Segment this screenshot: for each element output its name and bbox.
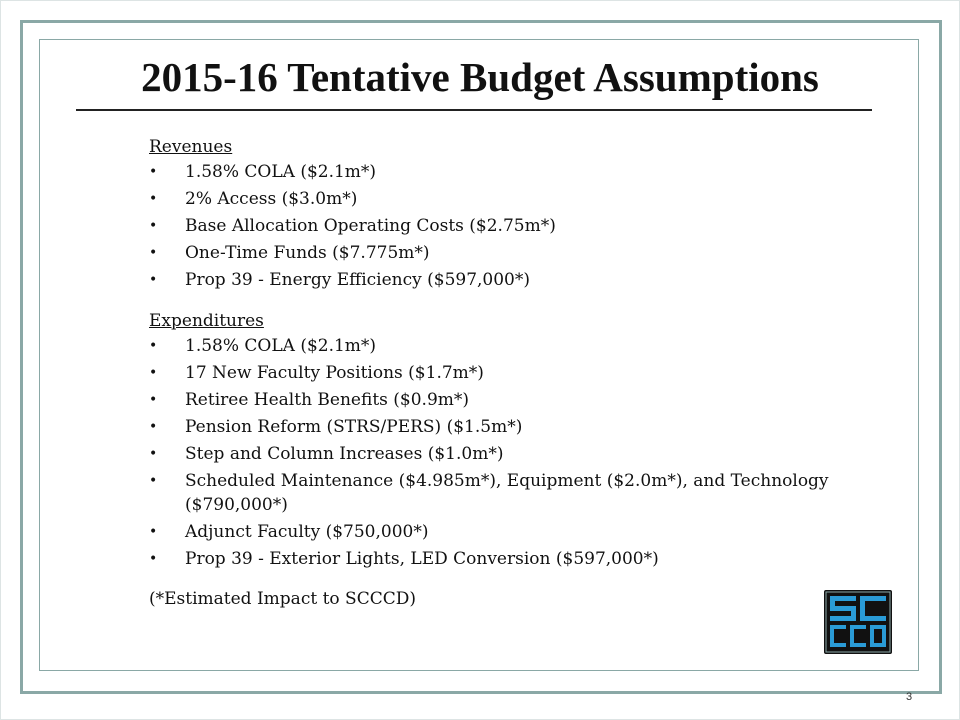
- section-spacer: [149, 295, 829, 308]
- expenditures-list: [149, 334, 829, 571]
- bullet-icon: •: [149, 272, 158, 288]
- slide-title: 2015-16 Tentative Budget Assumptions: [141, 54, 819, 100]
- list-item-text: Prop 39 - Exterior Lights, LED Conversion ($597,000*): [185, 549, 659, 569]
- list-item-text: 17 New Faculty Positions ($1.7m*): [185, 363, 484, 383]
- list-item-text: Scheduled Maintenance ($4.985m*), Equipment ($2.0m*), and Technology ($790,000*): [185, 471, 829, 515]
- bullet-icon: •: [149, 524, 158, 540]
- expenditures-heading: Expenditures: [149, 311, 264, 331]
- list-item-text: Pension Reform (STRS/PERS) ($1.5m*): [185, 417, 523, 437]
- bullet-icon: •: [149, 338, 158, 354]
- list-item-text: Retiree Health Benefits ($0.9m*): [185, 390, 470, 410]
- list-item: [149, 187, 829, 211]
- bullet-icon: •: [149, 164, 158, 180]
- section-spacer: [149, 574, 829, 587]
- bullet-icon: •: [149, 473, 158, 489]
- list-item-text: Adjunct Faculty ($750,000*): [185, 522, 429, 542]
- list-item-text: One-Time Funds ($7.775m*): [185, 243, 430, 263]
- list-item-text: Prop 39 - Energy Efficiency ($597,000*): [185, 270, 531, 290]
- footnote: (*Estimated Impact to SCCCD): [149, 589, 416, 609]
- list-item: [149, 442, 829, 466]
- list-item-text: Base Allocation Operating Costs ($2.75m*): [185, 216, 556, 236]
- page-number: 3: [906, 691, 913, 703]
- slide-content: [149, 134, 829, 611]
- revenues-heading: Revenues: [149, 137, 233, 157]
- list-item: [149, 469, 829, 517]
- list-item-text: 1.58% COLA ($2.1m*): [185, 162, 377, 182]
- list-item: [149, 214, 829, 238]
- title-underline: [76, 109, 872, 111]
- bullet-icon: •: [149, 419, 158, 435]
- list-item: [149, 547, 829, 571]
- bullet-icon: •: [149, 245, 158, 261]
- list-item-text: 2% Access ($3.0m*): [185, 189, 358, 209]
- list-item: [149, 241, 829, 265]
- bullet-icon: •: [149, 446, 158, 462]
- list-item: [149, 160, 829, 184]
- sccd-logo-icon: [824, 590, 892, 654]
- bullet-icon: •: [149, 392, 158, 408]
- list-item: [149, 334, 829, 358]
- bullet-icon: •: [149, 218, 158, 234]
- bullet-icon: •: [149, 365, 158, 381]
- bullet-icon: •: [149, 191, 158, 207]
- list-item: [149, 268, 829, 292]
- revenues-list: [149, 160, 829, 292]
- list-item: [149, 520, 829, 544]
- list-item-text: Step and Column Increases ($1.0m*): [185, 444, 504, 464]
- list-item-text: 1.58% COLA ($2.1m*): [185, 336, 377, 356]
- list-item: [149, 388, 829, 412]
- list-item: [149, 415, 829, 439]
- bullet-icon: •: [149, 551, 158, 567]
- list-item: [149, 361, 829, 385]
